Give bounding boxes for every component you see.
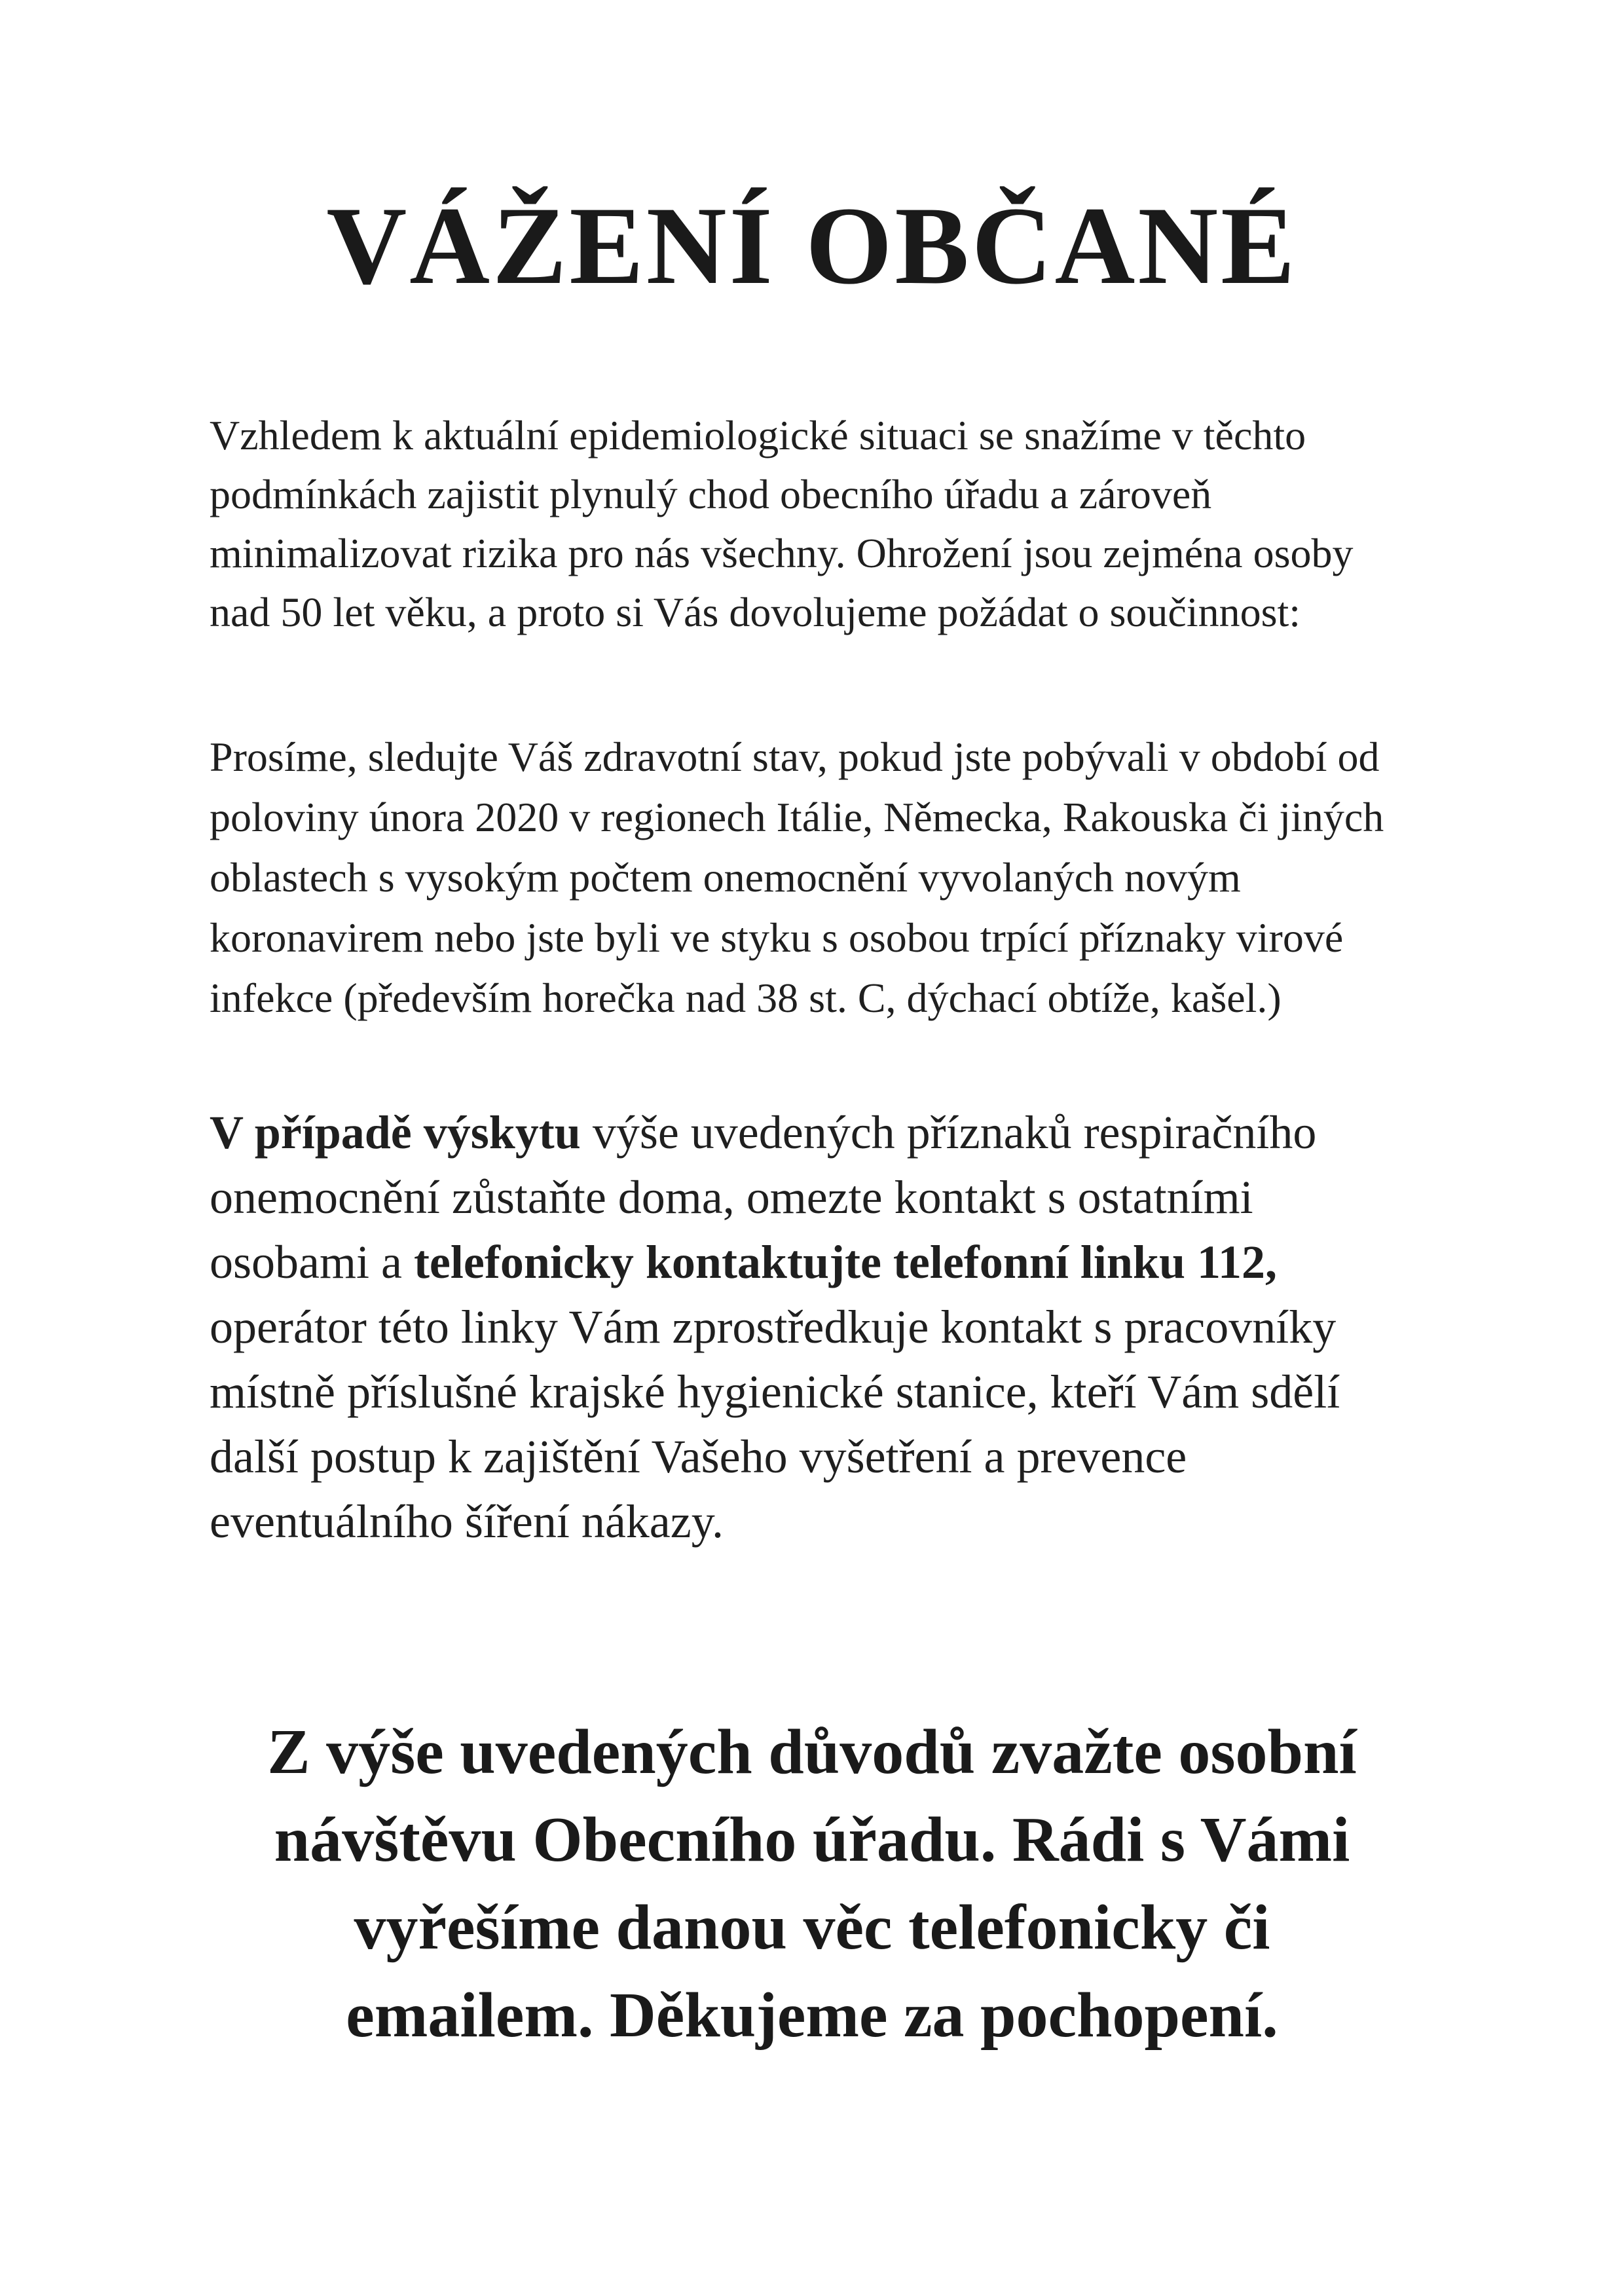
text-line: koronavirem nebo jste byli ve styku s osobou trpící příznaky virové bbox=[210, 914, 1344, 961]
text-line: poloviny února 2020 v regionech Itálie, Německa, Rakouska či jiných bbox=[210, 794, 1384, 840]
text-line: eventuálního šíření nákazy. bbox=[210, 1495, 724, 1548]
text-line: onemocnění zůstaňte doma, omezte kontakt s ostatními bbox=[210, 1171, 1253, 1223]
text-line: Vzhledem k aktuální epidemiologické situaci se snažíme v těchto bbox=[210, 412, 1306, 458]
text-line: vyřešíme danou věc telefonicky či bbox=[354, 1892, 1270, 1963]
health-monitoring-paragraph bbox=[210, 727, 1506, 1028]
page-title: VÁŽENÍ OBČANÉ bbox=[326, 184, 1298, 307]
text-line: návštěvu Obecního úřadu. Rádi s Vámi bbox=[274, 1804, 1350, 1875]
intro-paragraph bbox=[210, 406, 1506, 642]
text-line: nad 50 let věku, a proto si Vás dovolujeme požádat o součinnost: bbox=[210, 589, 1301, 635]
text-line: oblastech s vysokým počtem onemocnění vyvolaných novým bbox=[210, 854, 1241, 901]
text-line: infekce (především horečka nad 38 st. C, dýchací obtíže, kašel.) bbox=[210, 975, 1282, 1021]
text-line: podmínkách zajistit plynulý chod obecního úřadu a zároveň bbox=[210, 471, 1212, 517]
text-line: Prosíme, sledujte Váš zdravotní stav, pokud jste pobývali v období od bbox=[210, 734, 1380, 780]
text-span: výše uvedených příznaků respiračního bbox=[580, 1106, 1317, 1159]
text-line bbox=[210, 1230, 1506, 1295]
text-line: další postup k zajištění Vašeho vyšetření a prevence bbox=[210, 1430, 1187, 1483]
emphasis-text: V případě výskytu bbox=[210, 1106, 581, 1159]
closing-notice bbox=[164, 1708, 1460, 2059]
text-line: místně příslušné krajské hygienické stanice, kteří Vám sdělí bbox=[210, 1366, 1340, 1418]
emergency-line-emphasis: telefonicky kontaktujte telefonní linku 112 bbox=[413, 1236, 1266, 1288]
text-span: , bbox=[1265, 1236, 1278, 1288]
text-span: osobami a bbox=[210, 1236, 414, 1288]
symptoms-instructions-paragraph bbox=[210, 1100, 1506, 1554]
text-line: minimalizovat rizika pro nás všechny. Ohrožení jsou zejména osoby bbox=[210, 530, 1354, 576]
text-line: Z výše uvedených důvodů zvažte osobní bbox=[267, 1717, 1357, 1787]
text-line: emailem. Děkujeme za pochopení. bbox=[346, 1980, 1278, 2051]
text-line bbox=[210, 1100, 1506, 1165]
text-line: operátor této linky Vám zprostředkuje kontakt s pracovníky bbox=[210, 1301, 1337, 1353]
